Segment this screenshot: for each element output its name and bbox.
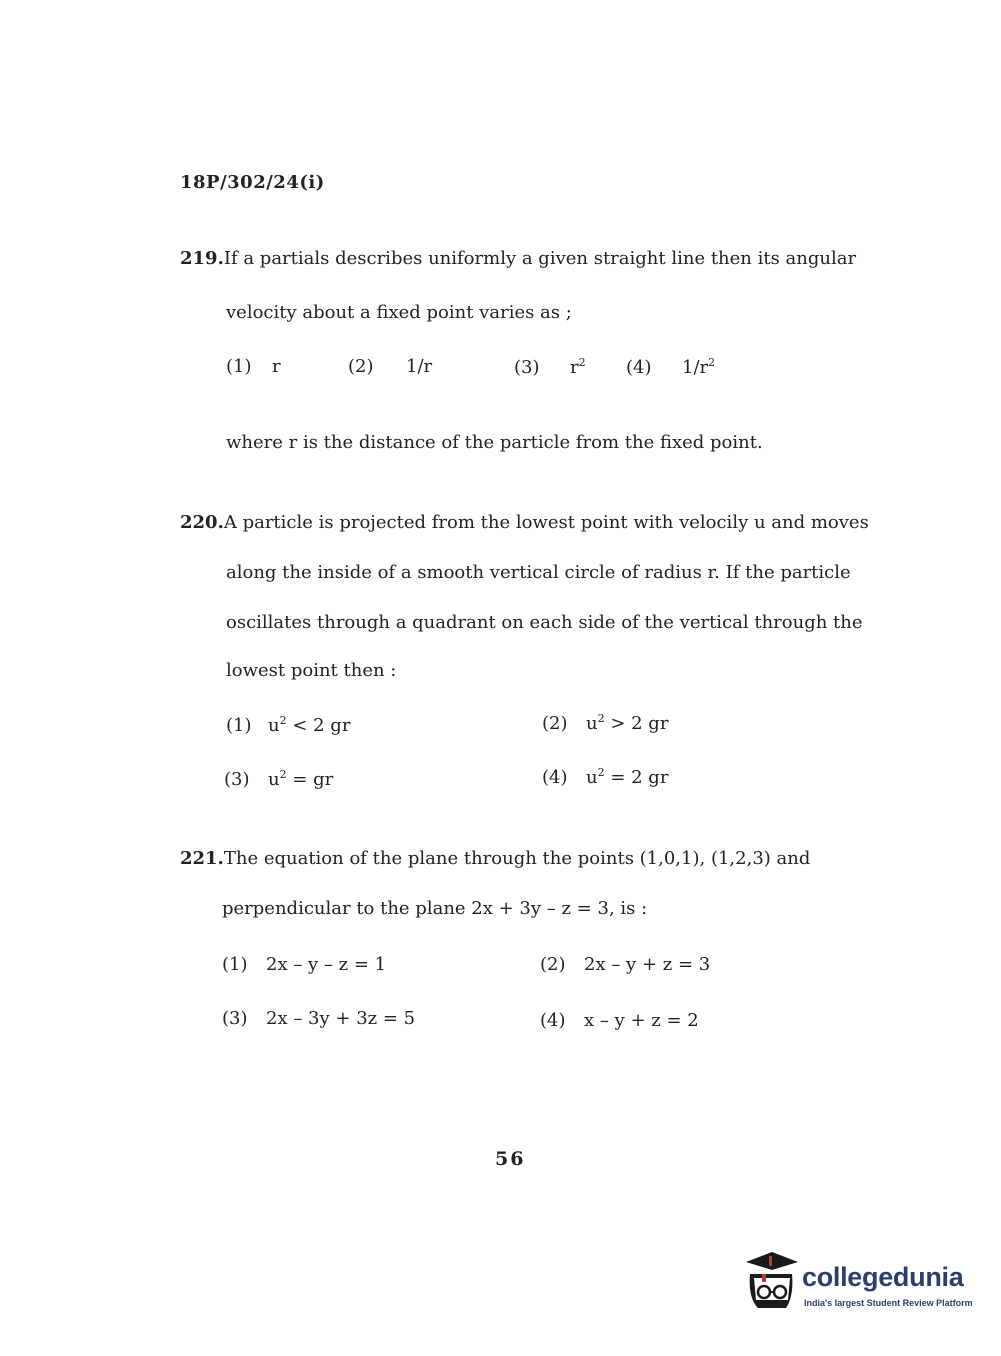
question-number: 219. xyxy=(180,248,224,269)
paper-code: 18P/302/24(i) xyxy=(180,172,325,193)
option-superscript: 2 xyxy=(597,766,605,779)
option-221-4 xyxy=(540,1010,699,1031)
option-superscript: 2 xyxy=(597,712,605,725)
option-superscript: 2 xyxy=(279,714,287,727)
option-text: u xyxy=(268,769,280,790)
option-220-1 xyxy=(226,714,350,736)
logo-tagline: India's largest Student Review Platform xyxy=(804,1298,973,1308)
question-number: 220. xyxy=(180,512,224,533)
question-text: If a partials describes uniformly a given straight line then its angular xyxy=(223,248,857,269)
option-text: 1/r xyxy=(682,357,709,378)
option-219-2 xyxy=(348,356,432,377)
option-number: (4) xyxy=(626,357,652,378)
question-220-line-3: oscillates through a quadrant on each side of the vertical through the xyxy=(226,612,863,633)
option-number: (1) xyxy=(226,715,252,736)
option-number: (2) xyxy=(348,356,374,377)
option-220-4 xyxy=(542,766,668,788)
option-text: r xyxy=(272,356,281,377)
option-219-1 xyxy=(226,356,281,377)
option-text: u xyxy=(586,713,598,734)
option-221-1 xyxy=(222,954,386,975)
option-number: (4) xyxy=(542,767,568,788)
question-219-note: where r is the distance of the particle from the fixed point. xyxy=(226,432,763,453)
question-number: 221. xyxy=(180,848,224,869)
option-text: u xyxy=(586,767,598,788)
option-text: r xyxy=(570,357,579,378)
mascot-icon xyxy=(742,1248,802,1318)
question-221-line-1 xyxy=(180,848,810,869)
option-number: (3) xyxy=(514,357,540,378)
option-text: < 2 gr xyxy=(286,715,351,736)
option-220-2 xyxy=(542,712,668,734)
question-220-line-1 xyxy=(180,512,869,533)
option-number: (3) xyxy=(222,1008,248,1029)
collegedunia-logo xyxy=(742,1248,972,1318)
option-text: > 2 gr xyxy=(604,713,669,734)
question-219-line-2: velocity about a fixed point varies as ; xyxy=(226,302,572,323)
question-221-line-2: perpendicular to the plane 2x + 3y – z = 3, is : xyxy=(222,898,648,919)
option-superscript: 2 xyxy=(578,356,586,369)
option-text: = gr xyxy=(286,769,334,790)
page-number: 56 xyxy=(495,1148,526,1170)
option-number: (1) xyxy=(222,954,248,975)
option-text: 1/r xyxy=(406,356,433,377)
option-text: 2x – 3y + 3z = 5 xyxy=(266,1008,416,1029)
option-text: = 2 gr xyxy=(604,767,669,788)
option-text: 2x – y – z = 1 xyxy=(266,954,387,975)
option-text: u xyxy=(268,715,280,736)
option-number: (4) xyxy=(540,1010,566,1031)
logo-wordmark: collegedunia xyxy=(802,1262,964,1292)
option-number: (2) xyxy=(540,954,566,975)
option-superscript: 2 xyxy=(708,356,716,369)
question-220-line-2: along the inside of a smooth vertical circle of radius r. If the particle xyxy=(226,562,851,583)
option-number: (2) xyxy=(542,713,568,734)
option-219-3 xyxy=(514,356,586,378)
option-219-4 xyxy=(626,356,715,378)
question-text: A particle is projected from the lowest point with velocily u and moves xyxy=(223,512,869,533)
option-221-3 xyxy=(222,1008,415,1029)
option-221-2 xyxy=(540,954,710,975)
option-text: x – y + z = 2 xyxy=(584,1010,699,1031)
option-220-3 xyxy=(224,768,333,790)
option-number: (3) xyxy=(224,769,250,790)
question-219-line-1 xyxy=(180,248,856,269)
option-superscript: 2 xyxy=(279,768,287,781)
option-text: 2x – y + z = 3 xyxy=(584,954,711,975)
option-number: (1) xyxy=(226,356,252,377)
question-text: The equation of the plane through the points (1,0,1), (1,2,3) and xyxy=(223,848,811,869)
question-220-line-4: lowest point then : xyxy=(226,660,397,681)
